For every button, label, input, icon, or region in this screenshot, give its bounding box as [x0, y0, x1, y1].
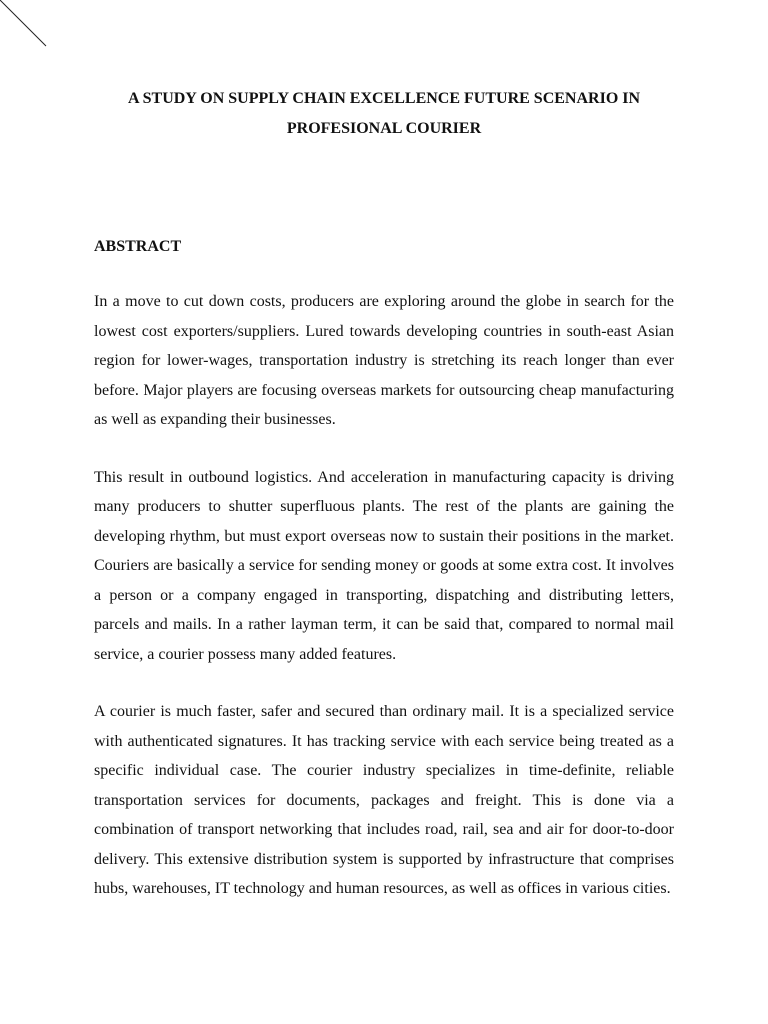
- corner-fold-line: [0, 0, 60, 60]
- abstract-paragraph-2: This result in outbound logistics. And acceleration in manufacturing capacity is driving many producers to shutter superfluous plants. The rest of the plants are gaining the developing rhythm, but must export overseas now to sustain their positions in the market. Couriers are basically a service for sending money or goods at some extra cost. It involves a person or a company engaged in transporting, dispatching and distributing letters, parcels and mails. In a rather layman term, it can be said that, compared to normal mail service, a courier possess many added features.: [94, 468, 674, 663]
- abstract-heading: ABSTRACT: [94, 238, 182, 255]
- title-line-1: A STUDY ON SUPPLY CHAIN EXCELLENCE FUTURE SCENARIO IN: [127, 90, 641, 107]
- abstract-paragraph-3: A courier is much faster, safer and secured than ordinary mail. It is a specialized service with authenticated signatures. It has tracking service with each service being treated as a specific individual case. The courier industry specializes in time-definite, reliable transportation services for documents, packages and freight. This is done via a combination of transport networking that includes road, rail, sea and air for door-to-door delivery. This extensive distribution system is supported by infrastructure that comprises hubs, warehouses, IT technology and human resources, as well as offices in various cities.: [94, 703, 674, 897]
- document-page: [94, 84, 674, 904]
- title-line-2: PROFESIONAL COURIER: [286, 120, 482, 137]
- document-title: [94, 84, 674, 144]
- abstract-paragraph-1: In a move to cut down costs, producers are exploring around the globe in search for the lowest cost exporters/suppliers. Lured towards developing countries in south-east Asian region for lower-wages, transportation industry is stretching its reach longer than ever before. Major players are focusing overseas markets for outsourcing cheap manufacturing as well as expanding their businesses.: [94, 293, 674, 428]
